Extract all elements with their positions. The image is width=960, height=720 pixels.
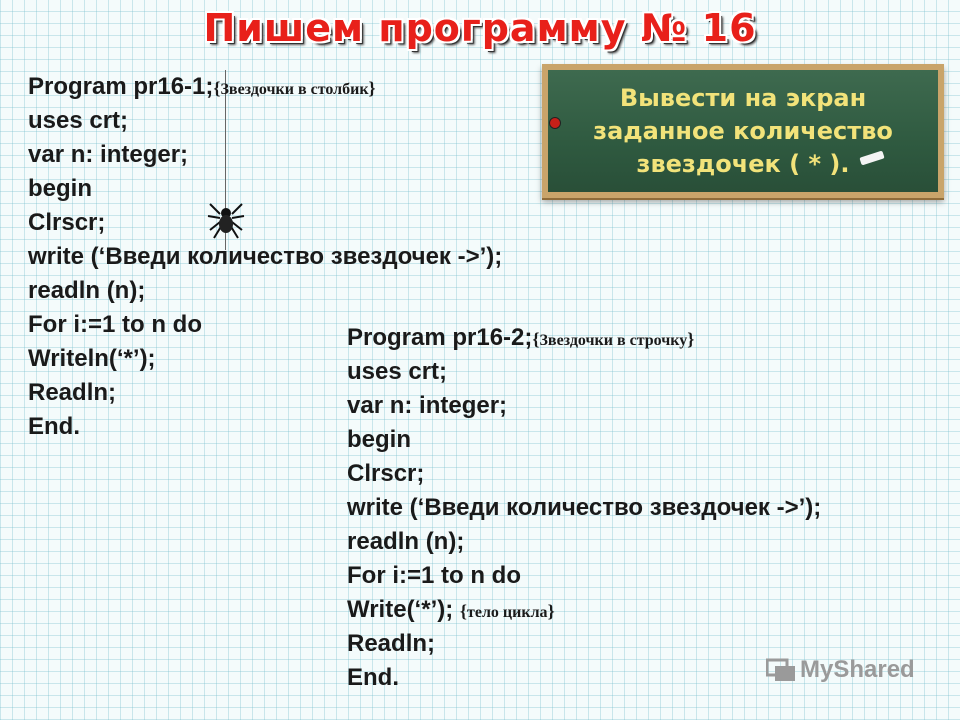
code-text: Clrscr;	[28, 209, 106, 236]
code-text: End.	[28, 413, 80, 440]
code-text: begin	[28, 175, 92, 202]
code-text: For i:=1 to n do	[28, 311, 202, 338]
code-text: write (‘Введи количество звездочек ->’);	[347, 494, 822, 521]
code-line	[347, 525, 821, 559]
code-text: Program pr16-1;	[28, 73, 214, 100]
code-text: Write(‘*’);	[347, 596, 460, 623]
code-text: readln (n);	[347, 528, 465, 555]
code-line	[28, 240, 502, 274]
code-text: Readln;	[347, 630, 436, 657]
code-text: readln (n);	[28, 277, 146, 304]
code-line	[347, 389, 821, 423]
code-text: write (‘Введи количество звездочек ->’);	[28, 243, 503, 270]
code-line	[347, 457, 821, 491]
code-line	[347, 661, 821, 695]
code-line	[347, 627, 821, 661]
code-text: Writeln(‘*’);	[28, 345, 156, 372]
comment-text: Звездочки в строчку	[539, 332, 688, 349]
code-line	[28, 206, 502, 240]
comment-text: тело цикла	[466, 604, 548, 621]
code-line	[28, 274, 502, 308]
code-line	[28, 104, 502, 138]
code-comment: {тело цикла}	[459, 601, 555, 621]
code-line	[28, 70, 502, 104]
program-2-code	[347, 321, 821, 695]
code-line	[347, 593, 821, 627]
comment-text: Звездочки в столбик	[220, 81, 369, 98]
ladybug-icon	[549, 117, 561, 129]
code-comment: {Звездочки в строчку}	[532, 329, 695, 349]
code-line	[28, 172, 502, 206]
code-text: End.	[347, 664, 399, 691]
code-text: Clrscr;	[347, 460, 425, 487]
code-text: var n: integer;	[28, 141, 189, 168]
task-line: Вывести на экран	[619, 84, 867, 112]
code-text: Readln;	[28, 379, 117, 406]
chalkboard	[542, 64, 944, 198]
code-text: uses crt;	[347, 358, 448, 385]
slide-title: Пишем программу № 16	[203, 6, 757, 50]
watermark-text: MyShared	[800, 656, 915, 683]
code-text: uses crt;	[28, 107, 129, 134]
code-line	[347, 355, 821, 389]
code-line	[347, 321, 821, 355]
code-text: begin	[347, 426, 411, 453]
code-text: For i:=1 to n do	[347, 562, 521, 589]
task-line: заданное количество	[593, 117, 893, 145]
code-text: var n: integer;	[347, 392, 508, 419]
code-text: Program pr16-2;	[347, 324, 533, 351]
task-text	[548, 82, 938, 181]
code-line	[347, 559, 821, 593]
code-line	[347, 423, 821, 457]
task-line: звездочек ( * ).	[636, 150, 850, 178]
code-line	[347, 491, 821, 525]
slideshow-icon	[766, 657, 796, 683]
code-comment: {Звездочки в столбик}	[213, 78, 376, 98]
watermark	[766, 656, 915, 684]
code-line	[28, 138, 502, 172]
